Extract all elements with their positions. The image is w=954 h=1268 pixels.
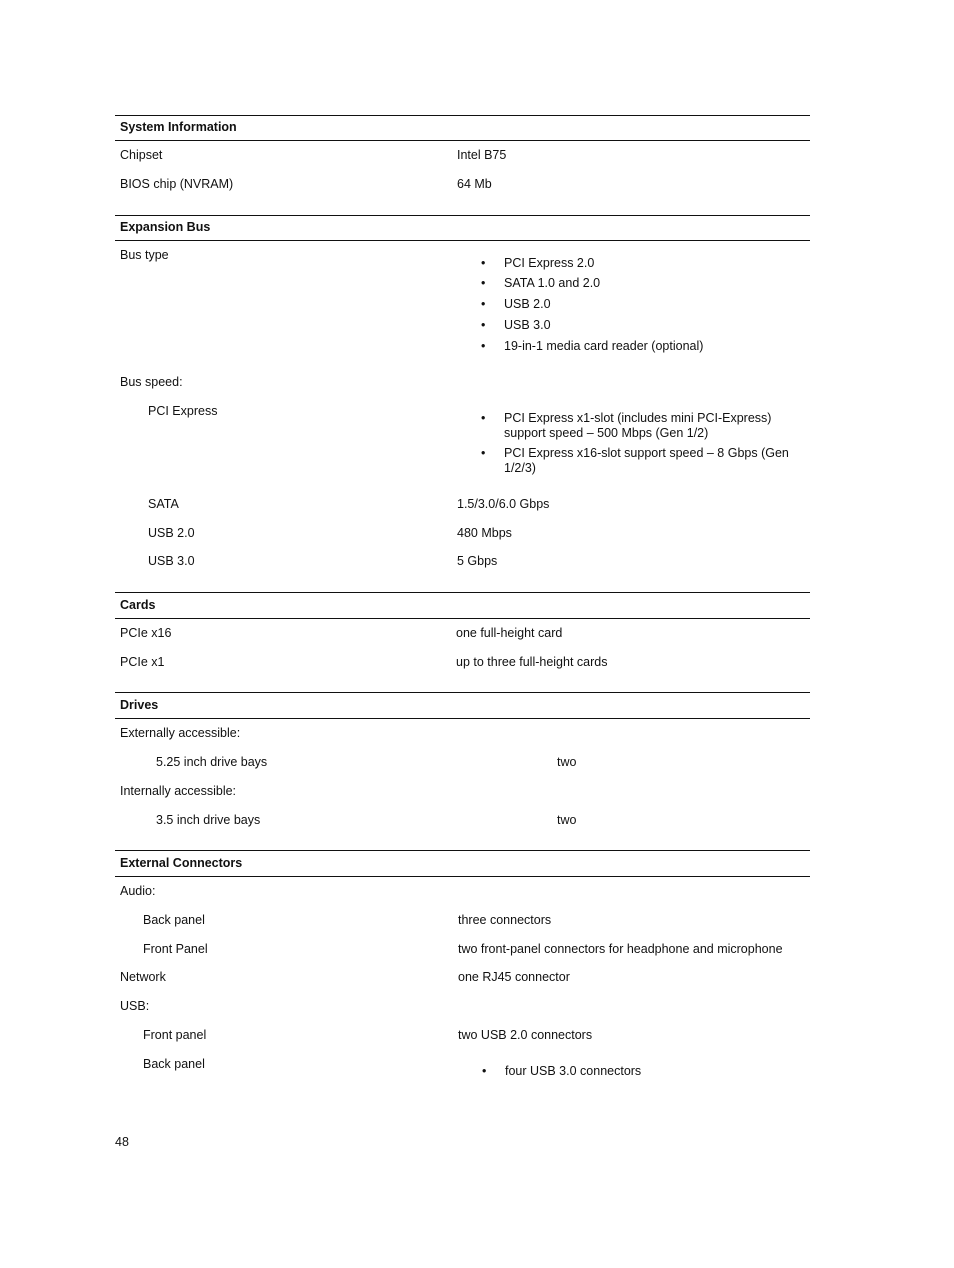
row-value: two bbox=[557, 755, 577, 769]
section-title-system-information: System Information bbox=[120, 120, 237, 134]
row-value: 480 Mbps bbox=[457, 526, 512, 540]
page-number: 48 bbox=[115, 1135, 129, 1149]
row-value: three connectors bbox=[458, 913, 552, 927]
divider bbox=[115, 215, 810, 216]
row-label: Externally accessible: bbox=[120, 726, 241, 740]
row-label: USB 2.0 bbox=[148, 526, 195, 540]
divider bbox=[115, 140, 810, 141]
bullet-icon: • bbox=[481, 411, 486, 425]
row-label: Bus speed: bbox=[120, 375, 183, 389]
bullet-icon: • bbox=[481, 276, 486, 290]
row-value: two USB 2.0 connectors bbox=[458, 1028, 593, 1042]
divider bbox=[115, 115, 810, 116]
row-label: SATA bbox=[148, 497, 179, 511]
section-title-cards: Cards bbox=[120, 598, 156, 612]
divider bbox=[115, 592, 810, 593]
row-label: Bus type bbox=[120, 248, 169, 262]
bullet-icon: • bbox=[481, 297, 486, 311]
row-label: PCI Express bbox=[148, 404, 218, 418]
row-value: one full-height card bbox=[456, 626, 563, 640]
row-label: Front Panel bbox=[143, 942, 208, 956]
row-label: Back panel bbox=[143, 913, 205, 927]
divider bbox=[115, 850, 810, 851]
row-value: 1.5/3.0/6.0 Gbps bbox=[457, 497, 550, 511]
row-value: one RJ45 connector bbox=[458, 970, 570, 984]
row-label: Chipset bbox=[120, 148, 163, 162]
row-label: USB 3.0 bbox=[148, 554, 195, 568]
section-title-external-connectors: External Connectors bbox=[120, 856, 243, 870]
row-label: Network bbox=[120, 970, 166, 984]
section-title-drives: Drives bbox=[120, 698, 159, 712]
divider bbox=[115, 240, 810, 241]
row-label: Front panel bbox=[143, 1028, 207, 1042]
row-label: Internally accessible: bbox=[120, 784, 237, 798]
row-value: up to three full-height cards bbox=[456, 655, 608, 669]
row-label: PCIe x1 bbox=[120, 655, 165, 669]
row-label: Back panel bbox=[143, 1057, 205, 1071]
row-value: two bbox=[557, 813, 577, 827]
row-label: 3.5 inch drive bays bbox=[156, 813, 261, 827]
row-value: two front-panel connectors for headphone and microphone bbox=[458, 942, 783, 956]
divider bbox=[115, 876, 810, 877]
divider bbox=[115, 618, 810, 619]
bullet-icon: • bbox=[481, 339, 486, 353]
row-value: 5 Gbps bbox=[457, 554, 498, 568]
divider bbox=[115, 718, 810, 719]
bullet-icon: • bbox=[481, 318, 486, 332]
row-label: USB: bbox=[120, 999, 150, 1013]
bullet-icon: • bbox=[481, 446, 486, 460]
row-label: PCIe x16 bbox=[120, 626, 172, 640]
bullet-icon: • bbox=[481, 256, 486, 270]
divider bbox=[115, 692, 810, 693]
row-value: 64 Mb bbox=[457, 177, 492, 191]
row-label: 5.25 inch drive bays bbox=[156, 755, 268, 769]
bullet-icon: • bbox=[482, 1064, 487, 1078]
spec-page: System Information Chipset Intel B75 BIOS chip (NVRAM) 64 Mb Expansion Bus Bus type • PCI Express 2.0 • SATA 1.0 and 2.0 • USB 2.0 • USB 3.0 • 19-in-1 media card reader (optional) Bus speed: PCI Express • PCI Express x1-slot (includes mini PCI-Express) support speed – 500 Mbps (Gen 1/2) • PCI Express x16-slot support speed – 8 Gbps (Gen 1/2/3) SATA 1.5/3.0/6.0 Gbps USB 2.0 480 Mbps USB 3.0 5 Gbps Cards PCIe x16 one full-height card PCIe x1 up to three full-height cards Drives Externally accessible: 5.25 inch drive bays two Internally accessible: 3.5 inch drive bays two External Connectors Audio: Back panel three connectors Front Panel two front-panel connectors for headphone and microphone Network one RJ45 connector USB: Front panel two USB 2.0 connectors Back panel • four USB 3.0 connectors 48 bbox=[0, 0, 954, 1268]
section-title-expansion-bus: Expansion Bus bbox=[120, 220, 211, 234]
row-label: BIOS chip (NVRAM) bbox=[120, 177, 234, 191]
row-label: Audio: bbox=[120, 884, 156, 898]
row-value: Intel B75 bbox=[457, 148, 507, 162]
